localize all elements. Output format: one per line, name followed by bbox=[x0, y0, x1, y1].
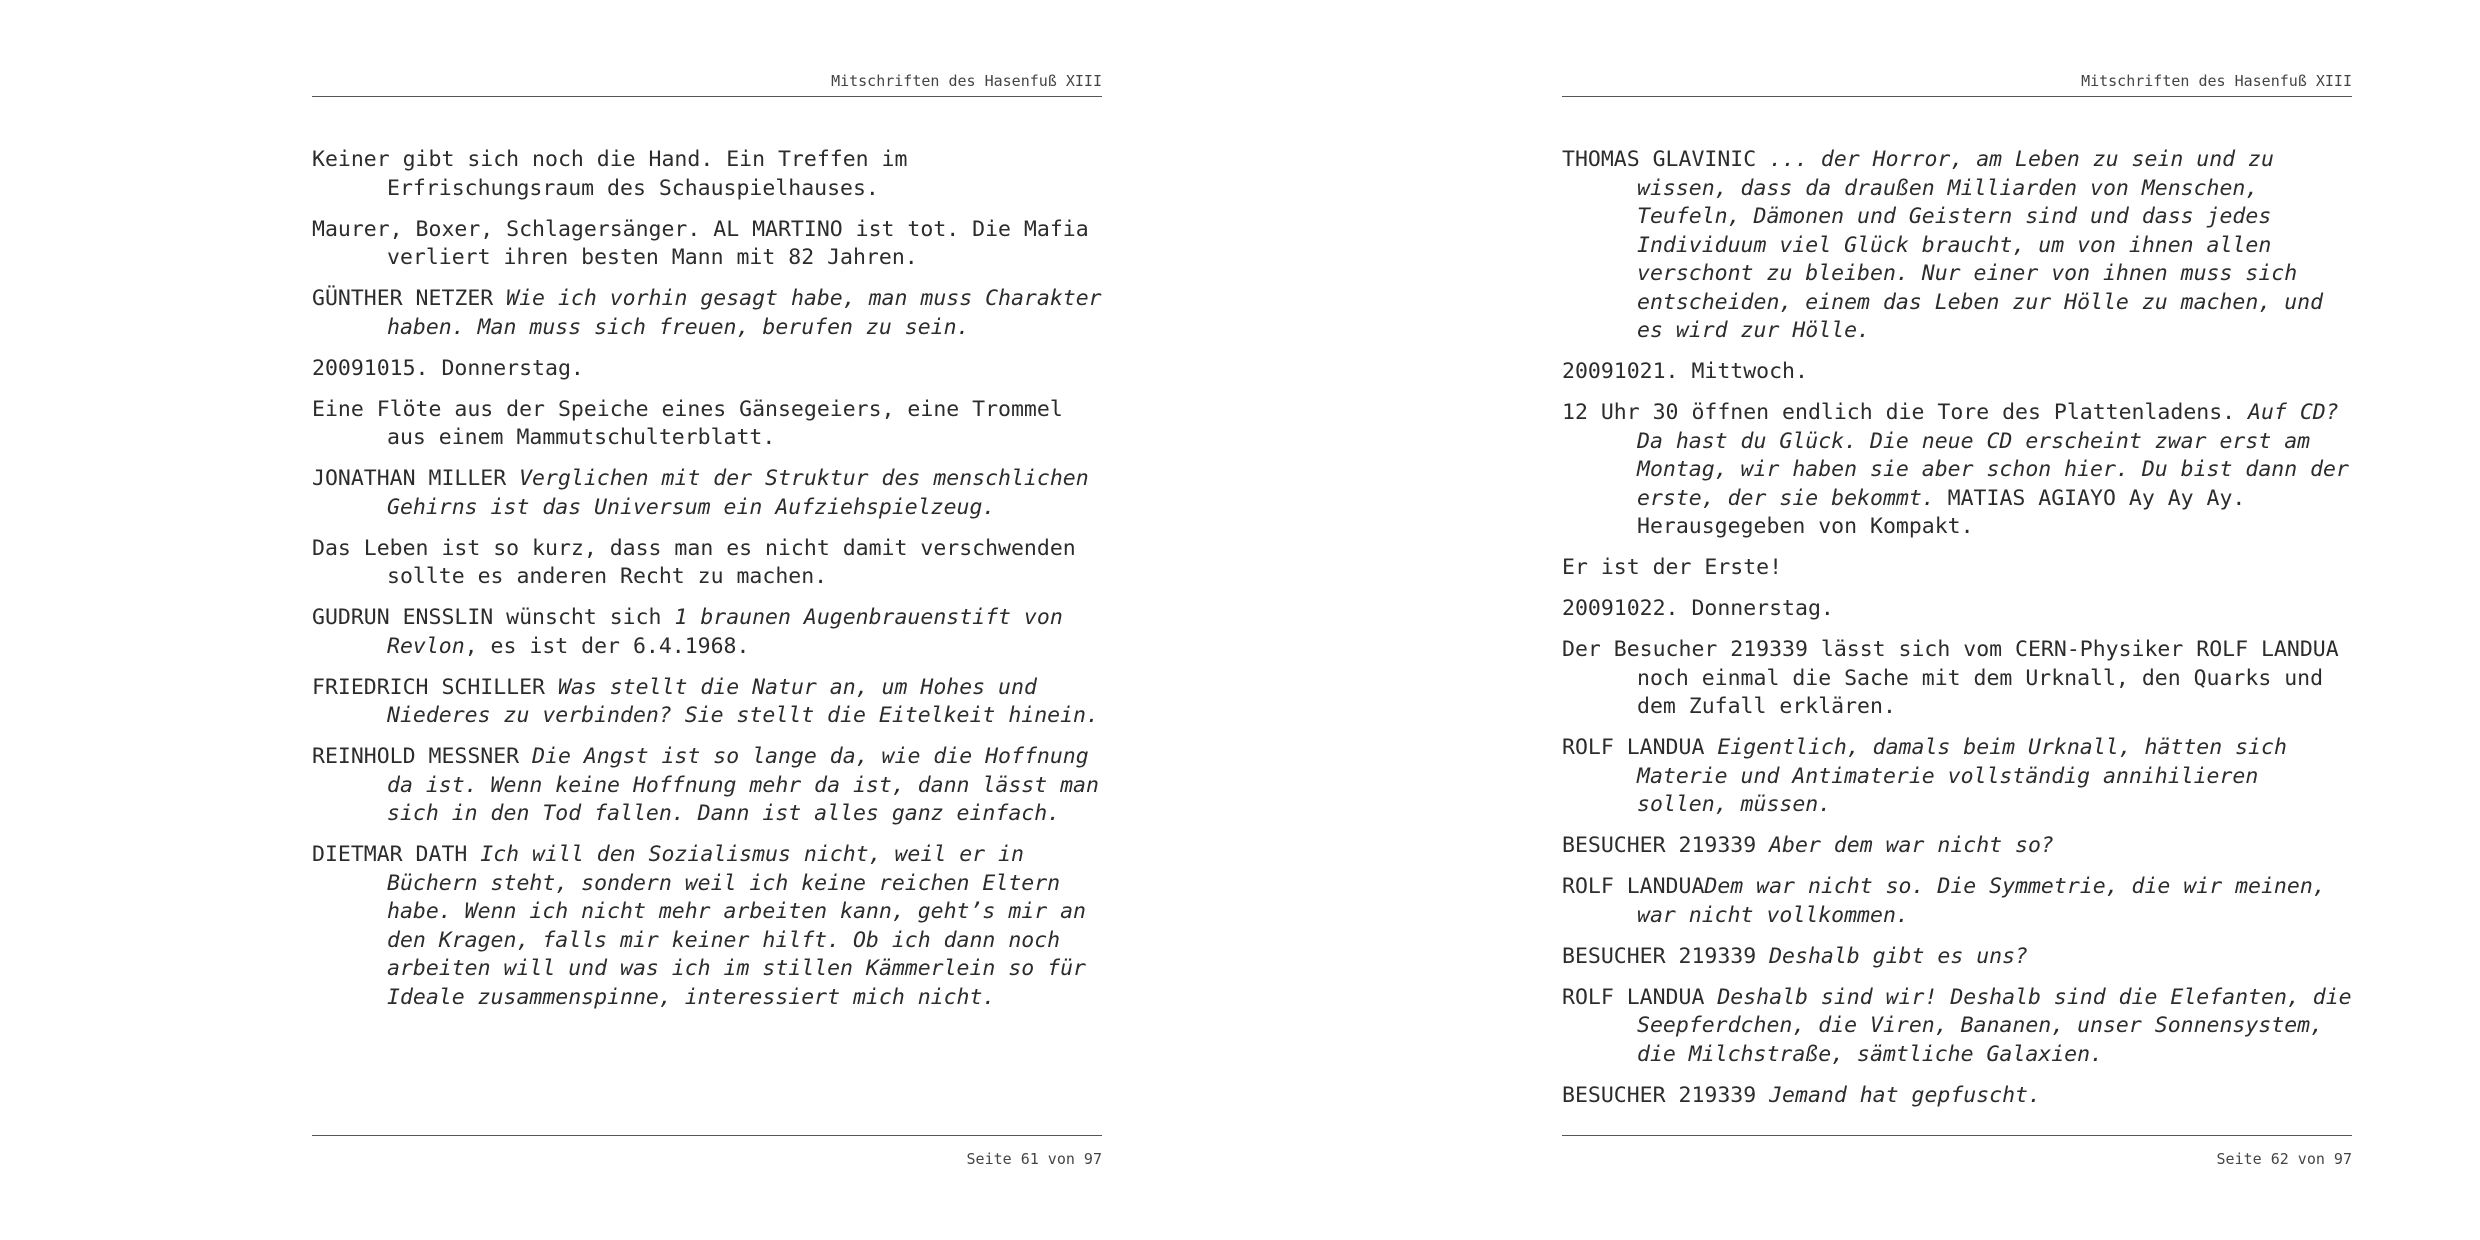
paragraph: Er ist der Erste! bbox=[1562, 555, 1783, 580]
page-right bbox=[1562, 0, 2352, 1240]
running-header: Mitschriften des Hasenfuß XIII bbox=[1562, 72, 2352, 97]
paragraph: Maurer, Boxer, Schlagersänger. AL MARTINO ist tot. Die Mafia verliert ihren besten Mann mit 82 Jahren. bbox=[312, 216, 1089, 270]
running-header: Mitschriften des Hasenfuß XIII bbox=[312, 72, 1102, 97]
date-heading: 20091022. Donnerstag. bbox=[1562, 596, 1834, 621]
paragraph: Der Besucher 219339 lässt sich vom CERN-Physiker ROLF LANDUA noch einmal die Sache mit dem Urknall, den Quarks und dem Zufall erklären. bbox=[1562, 637, 2339, 719]
paragraph: JONATHAN MILLER Verglichen mit der Struktur des menschlichen Gehirns ist das Universum ein Aufziehspielzeug. bbox=[312, 466, 1089, 520]
paragraph: Keiner gibt sich noch die Hand. Ein Treffen im Erfrischungsraum des Schauspielhauses. bbox=[312, 147, 908, 201]
paragraph: Das Leben ist so kurz, dass man es nicht damit verschwenden sollte es anderen Recht zu machen. bbox=[312, 535, 1076, 589]
paragraph: Eine Flöte aus der Speiche eines Gänsegeiers, eine Trommel aus einem Mammutschulterblatt. bbox=[312, 396, 1063, 450]
paragraph: GUDRUN ENSSLIN wünscht sich 1 braunen Augenbrauenstift von Revlon, es ist der 6.4.1968. bbox=[312, 605, 1063, 659]
page-number-footer: Seite 61 von 97 bbox=[312, 1135, 1102, 1168]
date-heading: 20091015. Donnerstag. bbox=[312, 355, 584, 381]
paragraph: BESUCHER 219339 Deshalb gibt es uns? bbox=[1562, 943, 2028, 969]
paragraph: ROLF LANDUA Deshalb sind wir! Deshalb sind die Elefanten, die Seepferdchen, die Viren, Bananen, unser Sonnensystem, die Milchstraße, sämtliche Galaxien. bbox=[1562, 984, 2352, 1067]
page-number-footer: Seite 62 von 97 bbox=[1562, 1135, 2352, 1168]
paragraph: FRIEDRICH SCHILLER Was stellt die Natur an, um Hohes und Niederes zu verbinden? Sie stellt die Eitelkeit hinein. bbox=[312, 674, 1099, 728]
paragraph: 12 Uhr 30 öffnen endlich die Tore des Plattenladens. Auf CD? Da hast du Glück. Die neue CD erscheint zwar erst am Montag, wir haben sie aber schon hier. Du bist dann der erste, der sie bekommt. MATIAS AGIAYO Ay Ay Ay. Herausgegeben von Kompakt. bbox=[1562, 400, 2349, 539]
paragraph: REINHOLD MESSNER Die Angst ist so lange da, wie die Hoffnung da ist. Wenn keine Hoffnung mehr da ist, dann lässt man sich in den Tod fallen. Dann ist alles ganz einfach. bbox=[312, 744, 1099, 826]
page-left bbox=[312, 0, 1102, 1240]
page-body bbox=[1562, 146, 2352, 1123]
paragraph: BESUCHER 219339 Aber dem war nicht so? bbox=[1562, 833, 2054, 858]
paragraph: ROLF LANDUA Eigentlich, damals beim Urknall, hätten sich Materie und Antimaterie vollständig annihilieren sollen, müssen. bbox=[1562, 735, 2287, 817]
paragraph: ROLF LANDUADem war nicht so. Die Symmetrie, die wir meinen, war nicht vollkommen. bbox=[1562, 874, 2326, 928]
page-body bbox=[312, 146, 1102, 1025]
paragraph: GÜNTHER NETZER Wie ich vorhin gesagt habe, man muss Charakter haben. Man muss sich freuen, berufen zu sein. bbox=[312, 286, 1102, 340]
paragraph: BESUCHER 219339 Jemand hat gepfuscht. bbox=[1562, 1082, 2041, 1108]
paragraph: DIETMAR DATH Ich will den Sozialismus nicht, weil er in Büchern steht, sondern weil ich keine reichen Eltern habe. Wenn ich nicht mehr arbeiten kann, geht’s mir an den Kragen, falls mir keiner hilft. Ob ich dann noch arbeiten will und was ich im stillen Kämmerlein so für Ideale zusammenspinne, interessiert mich nicht. bbox=[312, 842, 1086, 1010]
date-heading: 20091021. Mittwoch. bbox=[1562, 359, 1808, 384]
paragraph: THOMAS GLAVINIC ... der Horror, am Leben zu sein und zu wissen, dass da draußen Milliarden von Menschen, Teufeln, Dämonen und Geistern sind und dass jedes Individuum viel Glück braucht, um von ihnen allen verschont zu bleiben. Nur einer von ihnen muss sich entscheiden, einem das Leben zur Hölle zu machen, und es wird zur Hölle. bbox=[1562, 147, 2324, 343]
